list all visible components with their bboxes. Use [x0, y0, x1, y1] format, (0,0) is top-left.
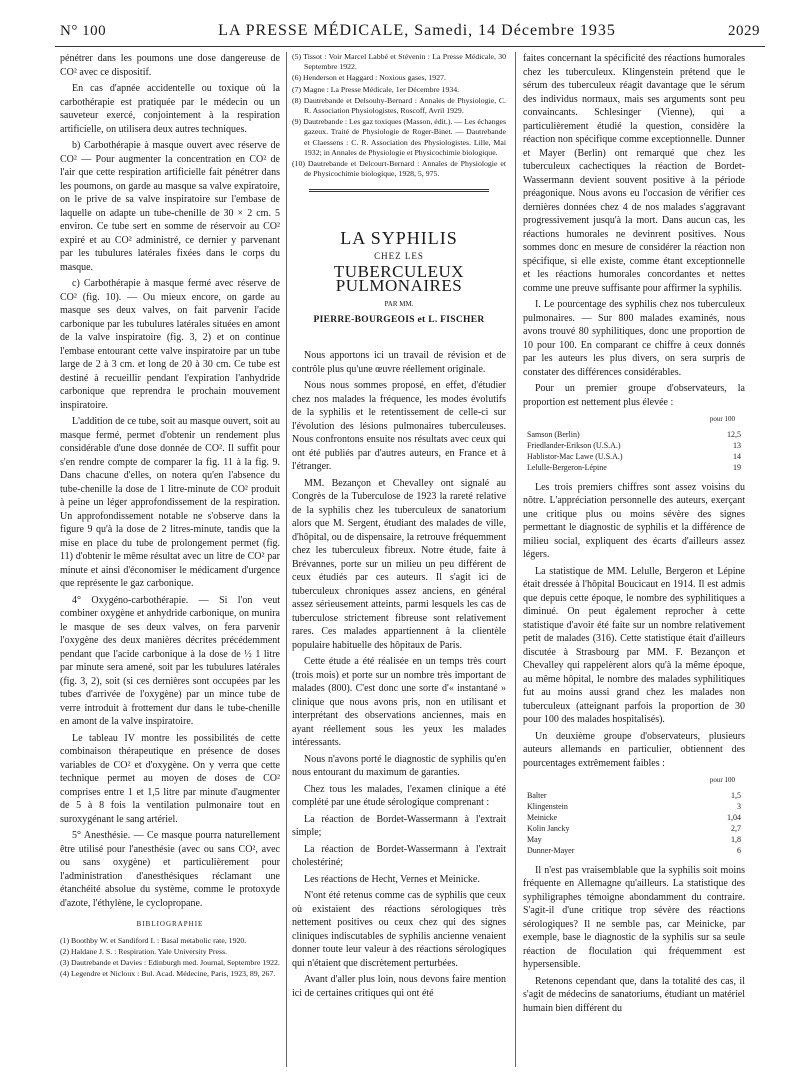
paragraph: Pour un premier groupe d'observateurs, la proportion est nettement plus élevée :: [523, 383, 745, 408]
reference: (10) Dautrebande et Delcourt-Bernard : Annales de Physiologie et de Physicochimie biologique, 1928, 5, 975.: [292, 159, 506, 179]
author-cell: Dunner-Mayer: [527, 845, 575, 855]
reference: (4) Legendre et Nicloux : Bul. Acad. Médecine, Paris, 1923, 89, 267.: [60, 969, 276, 979]
paragraph: L'addition de ce tube, soit au masque ouvert, soit au masque fermé, permet d'obtenir un rendement plus considérable d'une dose donnée de CO². Il suffit pour s'en rendre compte de comparer la fig. 11 à la fig. 9. Dans chacune d'elles, on notera qu'en l'absence du tube-chenille la dose de 1 litre-minute de CO² produit à peine un léger approfondissement de la respiration. Un approfondissement notable ne s'observe dans la figure 9 qu'à la dose de 2 litres-minute, tandis que la mise en place du tube de prolongement permet (fig. 11) d'obtenir le même résultat avec un litre de CO² par minute et ainsi d'économiser le médicament d'urgence que représente le gaz carbonique.: [60, 416, 280, 589]
author-cell: Klingenstein: [527, 801, 568, 811]
author-cell: Friedlander-Erikson (U.S.A.): [527, 440, 621, 450]
reference: (7) Magne : La Presse Médicale, 1er Décembre 1934.: [292, 84, 460, 94]
paragraph: Il n'est pas vraisemblable que la syphilis soit moins fréquente en Allemagne qu'ailleurs. La statistique des syphiligraphes témoigne abondamment du contraire. S'agit-il d'une critique trop sévère des réactions sérologiques? Il ne semble pas, car Meinicke, par exemple, base le diagnostic de la syphilis sur sa seule réaction de floculation qui fréquemment est hypersensible.: [523, 864, 745, 970]
header-rule: [55, 46, 765, 47]
author-cell: Kolin Jancky: [527, 823, 570, 833]
reference: (5) Tissot : Voir Marcel Labbé et Stévenin : La Presse Médicale, 30 Septembre 1922.: [292, 52, 506, 72]
section-rule: [309, 189, 489, 192]
statistics-table-1: [523, 429, 745, 473]
table-row: [523, 790, 745, 801]
page-number-left: N° 100: [60, 23, 107, 39]
table-row: [523, 845, 745, 856]
paragraph: Un deuxième groupe d'observateurs, plusieurs auteurs allemands en particulier, obtiennent des pourcentages extrêmement faibles :: [523, 730, 745, 769]
paragraph: Nous apportons ici un travail de révision et de contrôle plus qu'une œuvre réellement originale.: [292, 350, 506, 375]
table-row: [523, 451, 745, 462]
column-divider-1: [286, 52, 287, 1067]
reference: (8) Dautrebande et Delsouhy-Bernard : Annales de Physiologie, C. R. Association Physiologistes, Roscoff, Avril 1929.: [292, 95, 506, 116]
paragraph: En cas d'apnée accidentelle ou toxique où la carbothérapie est pratiquée par le médecin ou un sauveteur exercé, conjointement à la respiration artificielle, on utilisera deux autres techniques.: [60, 83, 280, 135]
paragraph: b) Carbothérapie à masque ouvert avec réserve de CO² — Pour augmenter la concentration en CO² de l'air que cette respiration artificielle fait pénétrer dans les poumons, on garde au masque sa valve expiratoire, on le prive de sa valve inspiratoire sur l'embase de laquelle on adapte un tube-chenille de 30 × 2 cm. 5 environ. Ce tube sert en somme de réservoir au CO² expiré et au CO² administré, ce dernier y parvenant par les tubulures latérales fixées dans le corps du masque.: [60, 140, 280, 273]
article-title: LA SYPHILIS: [340, 228, 458, 249]
paragraph: 5° Anesthésie. — Ce masque pourra naturellement être utilisé pour l'anesthésie (avec ou sans CO², avec ou sans oxygène) et particulièrement pour l'administration d'anesthésiques réclamant une étanchéité absolue du système, comme le protoxyde d'azote, l'éthylène, le cyclopropane.: [60, 830, 280, 909]
value-cell: 6: [737, 845, 741, 855]
reference: (2) Haldane J. S. : Respiration. Yale University Press.: [60, 946, 227, 956]
value-cell: 3: [737, 801, 741, 811]
value-cell: 14: [733, 451, 741, 461]
page-number-right: 2029: [728, 23, 760, 39]
author-cell: May: [527, 834, 542, 844]
table-row: [523, 462, 745, 473]
paragraph: MM. Bezançon et Chevalley ont signalé au Congrès de la Tuberculose de 1923 la rareté relative de la syphilis chez les tuberculeux de sanatorium alors que M. Sergent, étudiant des malades de ville, d'hôpital, ou de dispensaire, la retrouve fréquemment chez les tuberculeux fibreux. Notre étude, faite à Brévannes, porte sur un milieu un peu différent de ceux étudiés par ces auteurs. Il s'agit ici de tuberculeux chroniques assez anciens, en général assez sérieusement atteints, parmi lesquels les cas de tuberculose strictement fibreuse sont relativement rares. Ces malades appartiennent à la clientèle populaire habituelle des hôpitaux de Paris.: [292, 477, 506, 651]
paragraph: Les trois premiers chiffres sont assez voisins du nôtre. L'appréciation personnelle des auteurs, exerçant une critique plus ou moins sévère des signes permettant le diagnostic de syphilis et la différence de milieu social, expliquent des écarts d'ailleurs assez légers.: [523, 481, 745, 560]
column-1: [60, 52, 280, 1072]
value-cell: 1,8: [731, 834, 741, 844]
statistics-table-2: [523, 790, 745, 856]
paragraph: faites concernant la spécificité des réactions humorales chez les tuberculeux. Klingenstein prétend que le sérum des tuberculeux réagit davantage que le sérum des individus normaux, mais ses arguments sont peu convaincants. Schlesinger (Vienne), qui a particulièrement étudié la question, considère la réaction non spécifique comme exceptionnelle. Dunner et Mayer (Berlin) ont remarqué que chez les tuberculeux cachectiques la réaction de Bordet-Wassermann devient souvent positive à la période préagonique. Nous avons eu l'occasion de vérifier ces dernières données chez 4 de nos malades s'aggravant progressivement jusqu'à la mort. Dans aucun cas, les réactions humorales ne devinrent positives. Nous sommes donc en mesure de considérer la réaction non spécifique, si elle existe, comme étant exceptionnelle et les réactions humorales concordantes et nettes comme une preuve suffisante pour affirmer la syphilis.: [523, 53, 745, 294]
paragraph: La réaction de Bordet-Wassermann à l'extrait simple;: [292, 813, 506, 839]
column-3: [523, 52, 745, 1072]
value-cell: 1,04: [727, 812, 741, 822]
value-cell: 19: [733, 462, 741, 472]
paragraph: pénétrer dans les poumons une dose dangereuse de CO² avec ce dispositif.: [60, 53, 280, 78]
paragraph: Retenons cependant que, dans la totalité des cas, il s'agit de médecins de sanatoriums, étudiant un matériel humain bien différent du: [523, 975, 745, 1014]
page-header: [60, 22, 760, 44]
table-row: [523, 429, 745, 440]
value-cell: 2,7: [731, 823, 741, 833]
author-cell: Samson (Berlin): [527, 429, 580, 439]
author-cell: Balter: [527, 790, 547, 800]
table-row: [523, 823, 745, 834]
paragraph: Les réactions de Hecht, Vernes et Meinicke.: [304, 873, 480, 885]
paragraph: Avant d'aller plus loin, nous devons faire mention ici de certaines critiques qui ont été: [292, 974, 506, 999]
article-subtitle: TUBERCULEUX PULMONAIRES: [333, 262, 465, 295]
value-cell: 12,5: [727, 429, 741, 439]
paragraph: Cette étude a été réalisée en un temps très court (trois mois) et porte sur un nombre très important de malades (800). C'est donc une sorte d'« instantané » clinique que nous avons pris, non en utilisant et interprétant des observations anciennes, mais en ayant réellement sous les yeux les malades intéressants.: [292, 656, 506, 749]
article-title-connector: CHEZ LES: [374, 250, 424, 261]
paragraph: I. Le pourcentage des syphilis chez nos tuberculeux pulmonaires. — Sur 800 malades examinés, nous avons trouvé 80 syphilitiques, donc une proportion de 10 pour 100. En comparant ce chiffre à ceux donnés par les auteurs les plus divers, on sera surpris de constater des différences considérables.: [523, 299, 745, 378]
paragraph: La réaction de Bordet-Wassermann à l'extrait cholestériné;: [292, 843, 506, 869]
column-divider-2: [515, 52, 516, 1067]
value-cell: 1,5: [731, 790, 741, 800]
author-cell: Lelulle-Bergeron-Lépine: [527, 462, 607, 472]
value-cell: 13: [733, 440, 741, 450]
bibliography-heading: BIBLIOGRAPHIE: [136, 920, 204, 928]
paragraph: La statistique de MM. Lelulle, Bergeron et Lépine était dressée à l'hôpital Boucicaut en 1914. Il est admis que depuis cette époque, le nombre des syphilitiques a diminué. On peut également reprocher à cette statistique d'avoir été faite sur un nombre relativement petit de malades (316). Cette statistique était d'ailleurs discutée à Strasbourg par MM. F. Bezançon et Chevalley qui rappelèrent alors qu'à la même époque, au même hôpital, le nombre des malades syphilitiques fut au moins aussi grand chez les malades non tuberculeux (atteignant parfois la proportion de 30 pour 100 des malades hospitalisés).: [523, 565, 745, 725]
article-byline-prefix: PAR MM.: [384, 300, 414, 309]
paragraph: Nous n'avons porté le diagnostic de syphilis qu'en nous entourant du maximum de garanties.: [292, 753, 506, 779]
table-row: [523, 834, 745, 845]
table-row: [523, 440, 745, 451]
paragraph: Le tableau IV montre les possibilités de cette combinaison thérapeutique en présence de doses variables de CO² et d'oxygène. On y verra que cette technique permet au moyen de doses de CO² comprises entre 1 et 1,5 litre par minute d'augmenter de 5 à 8 fois la ventilation pulmonaire tout en suroxygénant le sang artériel.: [60, 732, 280, 825]
column-2: [292, 52, 506, 1072]
author-cell: Meinicke: [527, 812, 558, 822]
reference: (9) Dautrebande : Les gaz toxiques (Masson, édit.). — Les échanges gazeux. Traité de Physiologie de Roger-Binet. — Dautrebande et Claessens : C. R. Association des Physiologistes. Lille, Mai 1932; in Annales de Physiologie et Physicochimie biologique.: [292, 117, 506, 157]
reference: (3) Dautrebande et Davies : Edinburgh med. Journal, Septembre 1922.: [60, 957, 280, 967]
article-authors: PIERRE-BOURGEOIS et L. FISCHER: [313, 314, 485, 325]
table-unit: pour 100: [709, 776, 735, 784]
paragraph: Chez tous les malades, l'examen clinique a été complété par une étude sérologique comprenant :: [292, 783, 506, 809]
table-row: [523, 812, 745, 823]
journal-title: LA PRESSE MÉDICALE, Samedi, 14 Décembre 1935: [218, 22, 616, 39]
author-cell: Hablistor-Mac Lawe (U.S.A.): [527, 451, 623, 461]
reference: (1) Boothby W. et Sandiford I. : Basal metabolic rate, 1920.: [60, 935, 247, 945]
paragraph: 4° Oxygéno-carbothérapie. — Si l'on veut combiner oxygène et anhydride carbonique, on munira le masque de ses deux valves, on fera parvenir l'oxygène des deux manières décrites précédemment pendant que l'acide carbonique à la dose de ½ 1 litre par minute sera amené, soit par les tubulures latérales (fig. 3, 2), soit (si ces dernières sont occupées par les tubes d'arrivée de l'oxygène) par un mince tube de verre introduit à frottement dur dans le tube-chenille en amont de la valve inspiratoire.: [60, 594, 280, 727]
table-row: [523, 801, 745, 812]
paragraph: N'ont été retenus comme cas de syphilis que ceux où existaient des réactions sérologiques très nettement positives ou ceux chez qui des signes cliniques indiscutables de syphilis ancienne venaient donner toute leur valeur à des réactions sérologiques qui n'étaient que discrètement perturbées.: [292, 890, 506, 969]
table-unit: pour 100: [709, 415, 735, 423]
reference: (6) Henderson et Haggard : Noxious gases, 1927.: [292, 73, 446, 83]
paragraph: c) Carbothérapie à masque fermé avec réserve de CO² (fig. 10). — Ou mieux encore, on garde au masque ses deux valves, on fait parvenir l'acide carbonique par les tubulures latérales situées en amont de la valve inspiratoire (fig. 3, 2) et on continue l'embase entourant cette valve inspiratoire par un tube large de 2 à 3 cm. et long de 20 à 30 cm. Ce tube est destiné à recueillir pendant l'expiration l'anhydride carbonique que reprendra le prochain mouvement inspiratoire.: [60, 278, 280, 411]
paragraph: Nous nous sommes proposé, en effet, d'étudier chez nos malades la fréquence, les modes évolutifs de la syphilis et le retentissement de celle-ci sur l'évolution des lésions pulmonaires tuberculeuses. Nous confrontons ensuite nos résultats avec ceux qui ont été publiés par d'autres auteurs, en France et à l'étranger.: [292, 380, 506, 473]
